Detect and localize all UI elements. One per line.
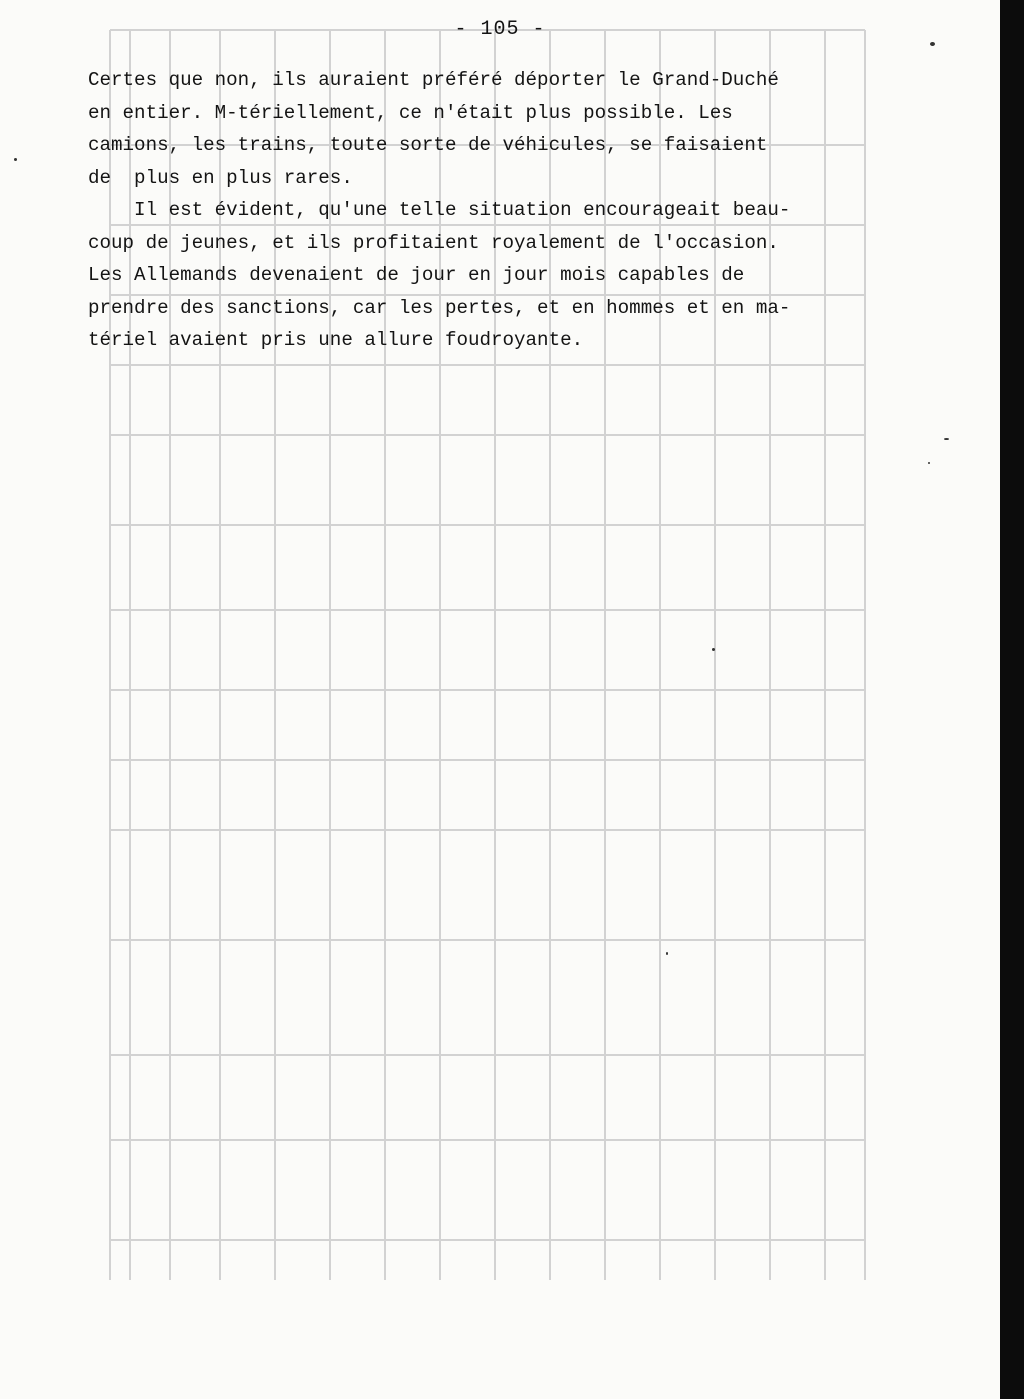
scan-edge-shadow	[1000, 0, 1024, 1399]
text-line: Les Allemands devenaient de jour en jour mois capables de	[88, 264, 745, 286]
text-line: en entier. M-tériellement, ce n'était plus possible. Les	[88, 101, 733, 124]
dust-speck	[712, 648, 715, 651]
dust-speck	[666, 952, 668, 955]
page-number: - 105 -	[454, 18, 546, 41]
text-line: de plus en plus rares.	[88, 166, 353, 189]
dust-speck	[930, 42, 935, 46]
text-line: Certes que non, ils auraient préféré déporter le Grand-Duché	[88, 69, 779, 91]
dust-speck	[928, 462, 930, 464]
dust-speck	[14, 158, 17, 161]
text-line: prendre des sanctions, car les pertes, et en hommes et en ma-	[88, 296, 791, 319]
text-line: Il est évident, qu'une telle situation encourageait beau-	[88, 199, 791, 221]
text-line: coup de jeunes, et ils profitaient royalement de l'occasion.	[88, 231, 779, 254]
dust-speck	[944, 438, 949, 440]
text-line: tériel avaient pris une allure foudroyante.	[88, 329, 584, 351]
text-line: camions, les trains, toute sorte de véhicules, se faisaient	[88, 134, 768, 156]
body-text	[88, 64, 888, 357]
